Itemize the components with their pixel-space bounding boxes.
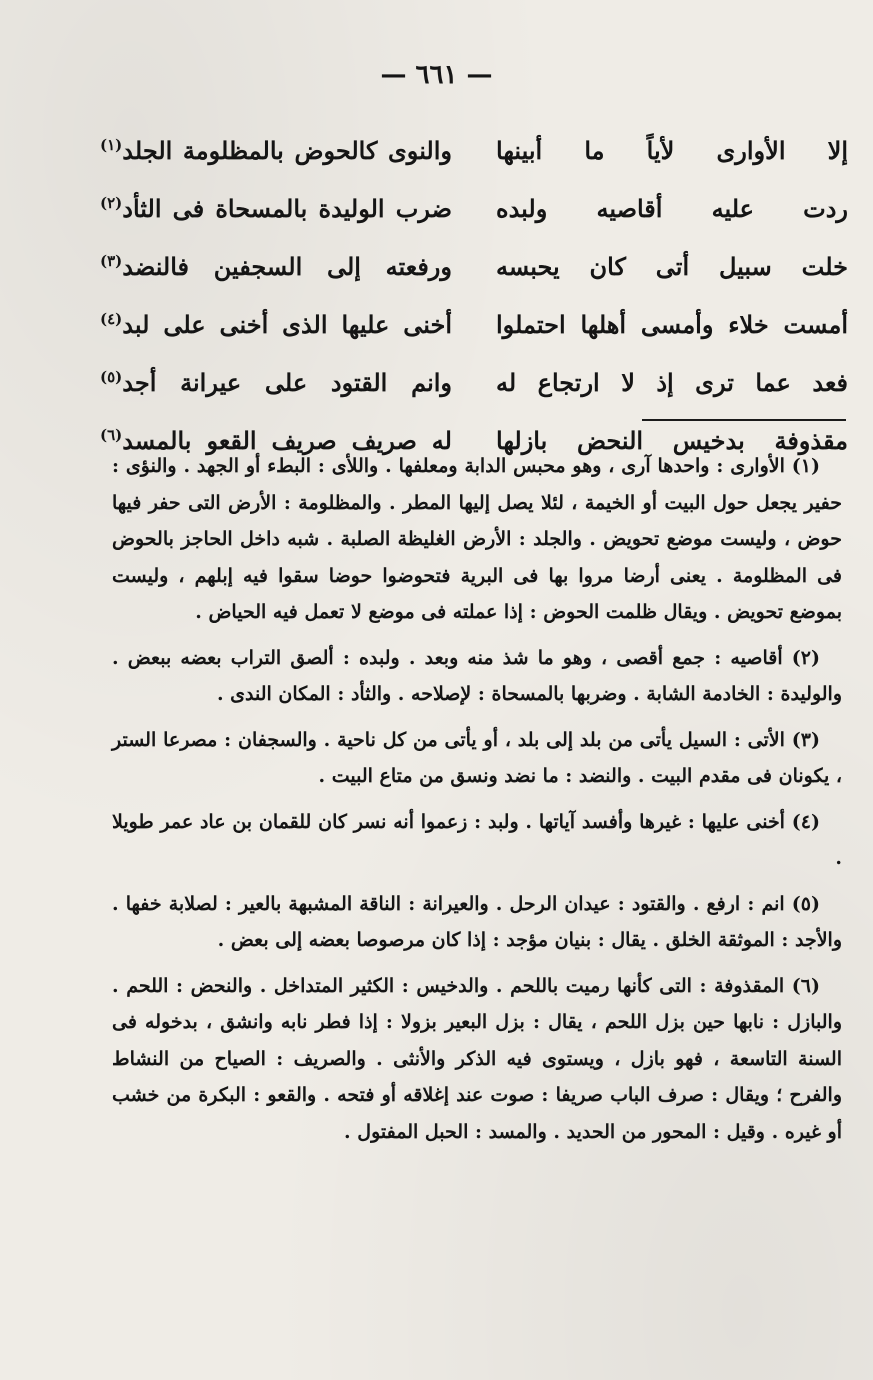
verse-second-hemistich [100,122,452,180]
footnote-3 [112,722,842,795]
footnote-text: الأوارى : واحدها آرى ، وهو محبس الدابة ومعلفها . واللأى : البطء أو الجهد . والنؤى : حفير يجعل حول البيت أو الخيمة ، لئلا يصل إليها المطر . والمظلومة : الأرض التى حفر فيها حوض ، وليست موضع تحويض . والجلد : الأرض الغليظة الصلبة . شبه داخل الحاجز بالحوض فى المظلومة . يعنى أرضا مروا بها فى البرية فتحوضوا حوضا سقوا فيه إبلهم ، وليست بموضع تحويض . ويقال ظلمت الحوض : إذا عملته فى موضع لا تعمل فيه الحياض . [112,455,842,623]
footnote-number: (١) [791,455,820,477]
verse-second-hemistich [100,354,452,412]
footnote-4 [112,804,842,877]
footnotes [112,448,842,1159]
verse-2 [100,180,848,238]
verse-text: ضرب الوليدة بالمسحاة فى الثأد [122,194,452,223]
footnote-text: انم : ارفع . والقتود : عيدان الرحل . والعيرانة : الناقة المشبهة بالعير : لصلابة خفها . والأجد : الموثقة الخلق . يقال : بنيان مؤجد : إذا كان مرصوصا بعضه إلى بعض . [112,892,842,951]
footnote-number: (٦) [791,974,820,997]
footnote-text: الأتى : السيل يأتى من بلد إلى بلد ، أو يأتى من كل ناحية . والسجفان : مصرعا الستر ، يكونان فى مقدم البيت . والنضد : ما نضد ونسق من متاع البيت . [112,728,842,787]
verse-1 [100,122,848,180]
verse-text: ورفعته إلى السجفين فالنضد [122,252,452,281]
verse-first-hemistich: فعد عما ترى إذ لا ارتجاع له [496,368,848,397]
verse-first-hemistich: أمست خلاء وأمسى أهلها احتملوا [496,310,848,339]
footnote-number: (٢) [791,646,820,669]
verse-first-hemistich: ردت عليه أقاصيه ولبده [496,194,848,223]
verse-second-hemistich [100,180,452,238]
footnote-marker: (٥) [100,368,123,386]
verse-text: له صريف صريف القعو بالمسد [122,426,452,455]
verse-second-hemistich [100,296,452,354]
footnote-5 [112,886,842,959]
footnote-6 [112,968,842,1151]
footnote-marker: (٦) [100,426,123,444]
page-number: — ٦٦١ — [380,60,493,90]
footnote-1 [112,448,842,631]
footnote-marker: (٣) [100,252,123,270]
footnote-separator-rule [642,419,846,421]
verse-text: وانم القتود على عيرانة أجد [122,368,452,397]
footnote-number: (٤) [791,810,820,833]
footnote-text: أقاصيه : جمع أقصى ، وهو ما شذ منه وبعد . ولبده : ألصق التراب بعضه ببعض . والوليدة : الخادمة الشابة . وضربها بالمسحاة : لإصلاحه . والثأد : المكان الندى . [112,646,842,705]
verse-first-hemistich: إلا الأوارى لأياً ما أبينها [496,136,848,165]
footnote-text: المقذوفة : التى كأنها رميت باللحم . والدخيس : الكثير المتداخل . والنحض : اللحم . والبازل : نابها حين بزل اللحم ، يقال : بزل البعير بزولا : إذا فطر نابه وانشق ، بدخوله فى السنة التاسعة ، فهو بازل ، ويستوى فيه الذكر والأنثى . والصريف : الصياح من النشاط والفرح ؛ ويقال : صرف الباب صريفا : صوت عند إغلاقه أو فتحه . والقعو : البكرة من خشب أو غيره . وقيل : المحور من الحديد . والمسد : الحبل المفتول . [112,974,842,1143]
poem [100,122,848,470]
footnote-2 [112,640,842,713]
verse-first-hemistich: مقذوفة بدخيس النحض بازلها [496,426,848,455]
verse-text: أخنى عليها الذى أخنى على لبد [122,310,452,339]
verse-first-hemistich: خلت سبيل أتى كان يحبسه [496,252,848,281]
verse-second-hemistich [100,238,452,296]
verse-5 [100,354,848,412]
footnote-text: أخنى عليها : غيرها وأفسد آياتها . ولبد : زعموا أنه نسر كان للقمان بن عاد عمر طويلا . [112,810,842,869]
footnote-marker: (٤) [100,310,123,328]
footnote-marker: (١) [100,136,123,154]
verse-3 [100,238,848,296]
footnote-number: (٣) [791,728,820,751]
footnote-number: (٥) [791,892,820,915]
verse-4 [100,296,848,354]
footnote-marker: (٢) [100,194,123,212]
verse-text: والنوى كالحوض بالمظلومة الجلد [122,136,452,165]
